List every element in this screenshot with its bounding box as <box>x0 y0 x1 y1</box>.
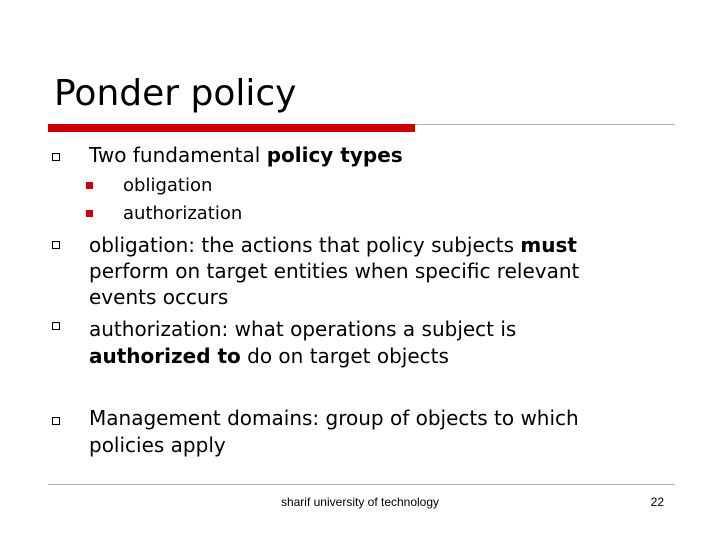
filled-square-bullet-icon <box>86 182 93 189</box>
hollow-square-bullet-icon <box>52 241 60 249</box>
footer-institution: sharif university of technology <box>280 495 440 509</box>
hollow-square-bullet-icon <box>52 417 60 425</box>
bullet-2-line-1-pre: obligation: the actions that policy subjects <box>89 233 521 257</box>
bullet-1-text-bold: policy types <box>266 143 403 167</box>
bullet-2-line-3: events occurs <box>89 285 229 309</box>
filled-square-bullet-icon <box>86 210 93 217</box>
bullet-4-line-1: Management domains: group of objects to which <box>89 406 579 430</box>
bullet-3-line-2-bold: authorized to <box>89 344 241 368</box>
bullet-3-line-2 <box>89 343 449 370</box>
sub-bullet-1-text: obligation <box>123 175 213 196</box>
sub-bullet-2-text: authorization <box>123 203 243 224</box>
bullet-3-line-1: authorization: what operations a subject is <box>89 317 517 341</box>
bullet-4-line-2: policies apply <box>89 433 226 457</box>
bullet-2-line-2: perform on target entities when specific relevant <box>89 259 580 283</box>
bullet-2-line-1-bold: must <box>520 233 577 257</box>
bullet-3-line-2-post: do on target objects <box>240 344 449 368</box>
title-accent-bar <box>48 124 415 132</box>
hollow-square-bullet-icon <box>52 322 60 330</box>
hollow-square-bullet-icon <box>52 153 60 161</box>
page-number: 22 <box>650 495 664 509</box>
bullet-1-text-pre: Two fundamental <box>89 143 267 167</box>
slide-title: Ponder policy <box>54 73 297 114</box>
bullet-2-line-1 <box>89 232 577 259</box>
footer-divider-line <box>48 484 675 485</box>
bullet-1-text <box>89 142 403 169</box>
